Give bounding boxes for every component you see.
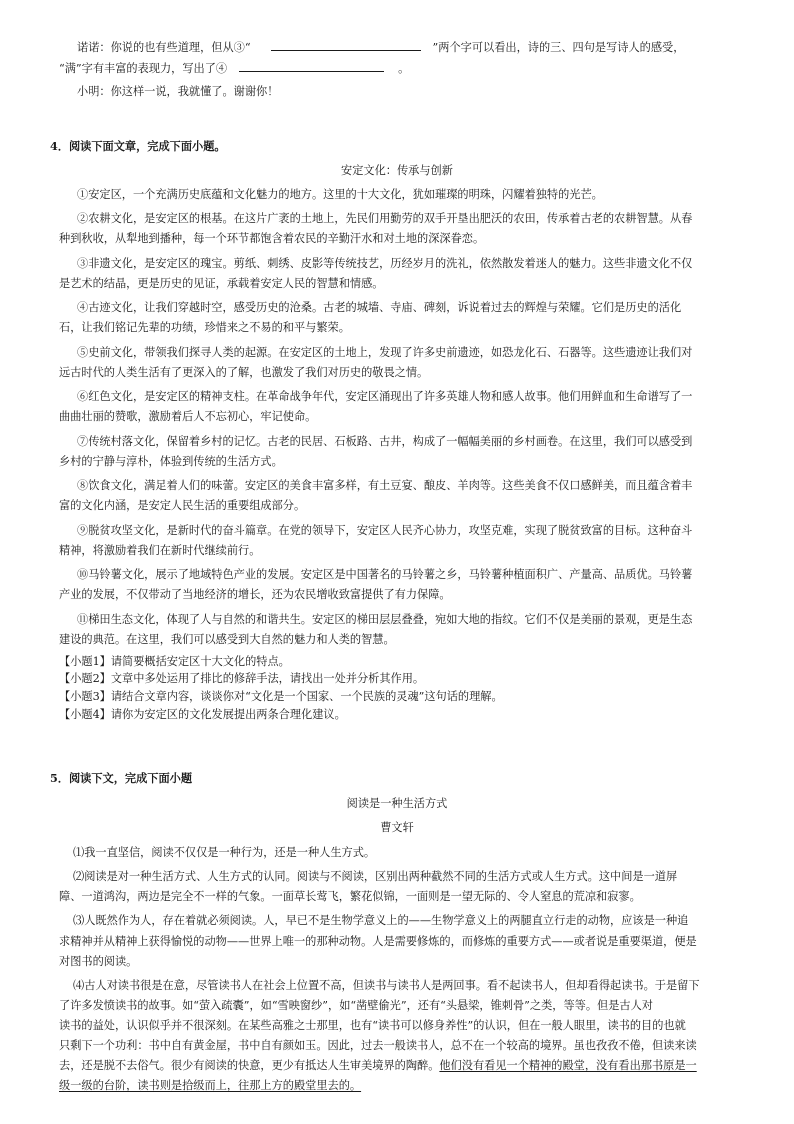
paragraph: ⑵阅读是对一种生活方式、人生方式的认同。阅读与不阅读，区别出两种截然不同的生活方式或人生方式。这中间是一道屏 — [73, 870, 678, 883]
paragraph-continuation — [59, 1058, 697, 1073]
paragraph-continuation: 乡村的宁静与淳朴，体验到传统的生活方式。 — [59, 455, 283, 468]
paragraph-continuation: 富的文化内涵，是安定人民生活的重要组成部分。 — [59, 499, 306, 512]
answer-blank-4[interactable] — [239, 61, 384, 72]
paragraph-continuation: 建设的典范。在这里，我们可以感受到大自然的魅力和人类的智慧。 — [59, 633, 395, 646]
article-author: 曹文轩 — [380, 821, 414, 834]
sub-question-4: 【小题4】请你为安定区的文化发展提出两条合理化建议。 — [59, 708, 346, 721]
sub-question-2: 【小题2】文章中多处运用了排比的修辞手法，请找出一处并分析其作用。 — [59, 672, 425, 685]
paragraph-continuation: 障、一道鸿沟，两边是完全不一样的气象。一面草长莺飞，繁花似锦，一面则是一望无际的、令人窒息的荒凉和寂寥。 — [59, 890, 641, 903]
question-4-heading: 4．阅读下面文章，完成下面小题。 — [50, 139, 226, 153]
dialog-continuation-line — [59, 61, 409, 76]
underlined-sentence: 他们没有看见一个精神的殿堂，没有看出那书原是一 — [439, 1059, 697, 1072]
dialog-text: “满”字有丰富的表现力，写出了④ — [59, 62, 228, 75]
paragraph: ⑥红色文化，是安定区的精神支柱。在革命战争年代，安定区涌现出了许多英雄人物和感人故事。他们用鲜血和生命谱写了一 — [77, 390, 693, 403]
paragraph-continuation: 石，让我们铭记先辈的功绩，珍惜来之不易的和平与繁荣。 — [59, 321, 350, 334]
paragraph-continuation: 精神，将激励着我们在新时代继续前行。 — [59, 544, 261, 557]
dialog-text: 。 — [398, 62, 410, 75]
sub-question-3: 【小题3】请结合文章内容，谈谈你对“文化是一个国家、一个民族的灵魂”这句话的理解。 — [59, 690, 503, 703]
paragraph-continuation: 只剩下一个功利：书中自有黄金屋，书中自有颜如玉。因此，过去一般读书人，总不在一个较高的境界。虽也孜孜不倦，但读来读 — [59, 1039, 697, 1052]
paragraph-continuation: 了许多发愤读书的故事。如“萤入疏囊”，如“雪映窗纱”，如“凿壁偷光”，还有“头悬梁，锥刺骨”之类，等等。但是古人对 — [59, 999, 653, 1012]
paragraph-continuation: 对图书的阅读。 — [59, 955, 138, 968]
paragraph-text: 去，还是脱不去俗气。很少有阅读的快意，更少有抵达人生审美境界的陶醉。 — [59, 1059, 440, 1072]
answer-blank-3[interactable] — [271, 40, 421, 51]
article-title: 安定文化：传承与创新 — [341, 164, 453, 177]
paragraph: ⑤史前文化，带领我们探寻人类的起源。在安定区的土地上，发现了许多史前遗迹，如恐龙化石、石器等。这些遗迹让我们对 — [77, 346, 693, 359]
paragraph: ①安定区，一个充满历史底蕴和文化魅力的地方。这里的十大文化，犹如璀璨的明珠，闪耀着独特的光芒。 — [77, 188, 603, 201]
dialog-text: 诺诺：你说的也有些道理，但从③“ — [77, 41, 251, 54]
paragraph-continuation: 曲曲壮丽的赞歌，激励着后人不忘初心，牢记使命。 — [59, 410, 317, 423]
underlined-sentence: 级一级的台阶，读书则是拾级而上，往那上方的殿堂里去的。 — [59, 1079, 362, 1092]
paragraph: ⑨脱贫攻坚文化，是新时代的奋斗篇章。在党的领导下，安定区人民齐心协力，攻坚克难，实现了脱贫致富的目标。这种奋斗 — [77, 524, 693, 537]
dialog-nuonuo-line — [77, 40, 684, 55]
paragraph-continuation: 求精神并从精神上获得愉悦的动物——世界上唯一的那种动物。人是需要修炼的，而修炼的重要方式——或者说是重要渠道，便是 — [59, 935, 697, 948]
paragraph: ⑪梯田生态文化，体现了人与自然的和谐共生。安定区的梯田层层叠叠，宛如大地的指纹。它们不仅是美丽的景观，更是生态 — [77, 613, 693, 626]
paragraph: ④古迹文化，让我们穿越时空，感受历史的沧桑。古老的城墙、寺庙、碑刻，诉说着过去的辉煌与荣耀。它们是历史的活化 — [77, 301, 682, 314]
paragraph-continuation: 是艺术的结晶，更是历史的见证，承载着安定人民的智慧和情感。 — [59, 277, 384, 290]
paragraph: ③非遗文化，是安定区的瑰宝。剪纸、刺绣、皮影等传统技艺，历经岁月的洗礼，依然散发着迷人的魅力。这些非遗文化不仅 — [77, 257, 693, 270]
paragraph: ⑶人既然作为人，存在着就必须阅读。人，早已不是生物学意义上的——生物学意义上的两腿直立行走的动物，应该是一种追 — [73, 914, 689, 927]
paragraph: ⑦传统村落文化，保留着乡村的记忆。古老的民居、石板路、古井，构成了一幅幅美丽的乡村画卷。在这里，我们可以感受到 — [77, 435, 693, 448]
question-5-heading: 5．阅读下文，完成下面小题 — [50, 771, 193, 785]
article-title: 阅读是一种生活方式 — [346, 797, 448, 810]
paragraph-continuation: 读书的益处，认识似乎并不很深刻。在某些高雅之士那里，也有“读书可以修身养性”的认识，但在一般人眼里，读书的目的也就 — [59, 1019, 686, 1032]
paragraph: ⑩马铃薯文化，展示了地域特色产业的发展。安定区是中国著名的马铃薯之乡，马铃薯种植面积广、产量高、品质优。马铃薯 — [77, 568, 693, 581]
paragraph-continuation: 产业的发展，不仅带动了当地经济的增长，还为农民增收致富提供了有力保障。 — [59, 588, 451, 601]
dialog-xiaoming-line: 小明：你这样一说，我就懂了。谢谢你！ — [77, 85, 279, 98]
paragraph-continuation: 远古时代的人类生活有了更深入的了解，也激发了我们对历史的敬畏之情。 — [59, 366, 429, 379]
dialog-text: ”两个字可以看出，诗的三、四句是写诗人的感受， — [432, 41, 685, 54]
sub-question-1: 【小题1】请简要概括安定区十大文化的特点。 — [59, 655, 290, 668]
paragraph-continuation: 种到秋收，从犁地到播种，每一个环节都饱含着农民的辛勤汗水和对土地的深深眷恋。 — [59, 232, 485, 245]
paragraph: ⑧饮食文化，满足着人们的味蕾。安定区的美食丰富多样，有土豆宴、酿皮、羊肉等。这些美食不仅口感鲜美，而且蕴含着丰 — [77, 479, 693, 492]
paragraph: ⑷古人对读书很是在意，尽管读书人在社会上位置不高，但读书与读书人是两回事。看不起读书人，但却看得起读书。于是留下 — [73, 979, 700, 992]
paragraph: ⑴我一直坚信，阅读不仅仅是一种行为，还是一种人生方式。 — [73, 846, 376, 859]
paragraph: ②农耕文化，是安定区的根基。在这片广袤的土地上，先民们用勤劳的双手开垦出肥沃的农田，传承着古老的农耕智慧。从春 — [77, 212, 693, 225]
